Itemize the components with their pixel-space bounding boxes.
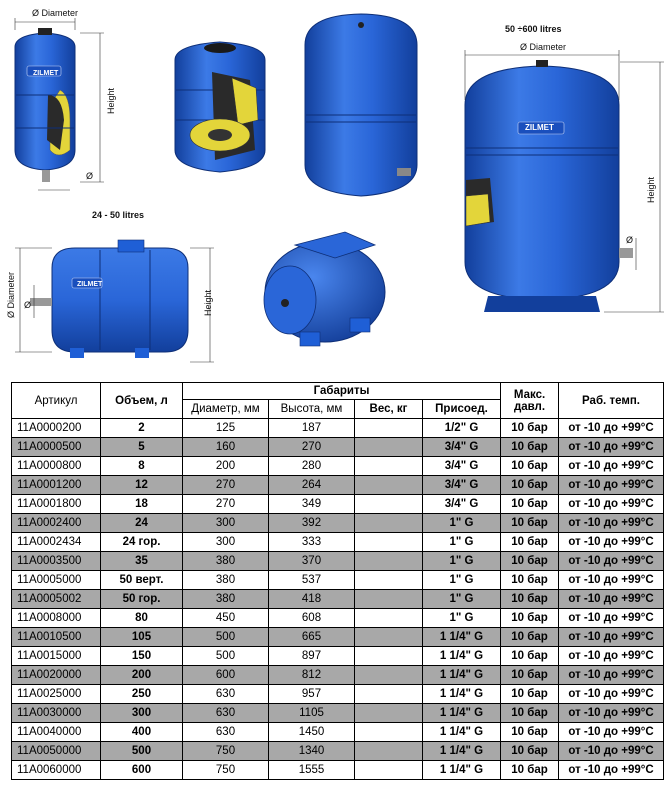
cell-article: 11A0000500	[12, 438, 101, 457]
cell-volume: 24 гор.	[101, 533, 183, 552]
table-row	[12, 647, 664, 666]
cell-connection: 1 1/4" G	[423, 723, 501, 742]
brand-logo-large: ZILMET	[525, 123, 554, 132]
cell-temp: от -10 до +99°C	[559, 476, 664, 495]
table-row	[12, 514, 664, 533]
cell-height: 537	[269, 571, 355, 590]
col-diameter: Диаметр, мм	[183, 400, 269, 419]
cell-diameter: 630	[183, 723, 269, 742]
cell-weight	[355, 723, 423, 742]
height-label-large: Height	[646, 176, 657, 204]
cell-volume: 200	[101, 666, 183, 685]
cell-diameter: 380	[183, 571, 269, 590]
cell-volume: 35	[101, 552, 183, 571]
cell-volume: 500	[101, 742, 183, 761]
cell-diameter: 380	[183, 590, 269, 609]
cell-diameter: 160	[183, 438, 269, 457]
col-article: Артикул	[12, 383, 101, 419]
cell-article: 11A0015000	[12, 647, 101, 666]
cell-article: 11A0060000	[12, 761, 101, 780]
cell-diameter: 300	[183, 533, 269, 552]
cell-connection: 1" G	[423, 571, 501, 590]
cell-weight	[355, 685, 423, 704]
cell-weight	[355, 514, 423, 533]
col-weight: Вес, кг	[355, 400, 423, 419]
table-row	[12, 609, 664, 628]
cell-height: 187	[269, 419, 355, 438]
cell-diameter: 300	[183, 514, 269, 533]
cell-pressure: 10 бар	[501, 590, 559, 609]
phi-label-small: Ø	[86, 171, 94, 181]
cell-height: 418	[269, 590, 355, 609]
cell-height: 897	[269, 647, 355, 666]
cell-height: 957	[269, 685, 355, 704]
cell-temp: от -10 до +99°C	[559, 761, 664, 780]
table-row	[12, 533, 664, 552]
spec-table	[11, 382, 664, 780]
table-row	[12, 552, 664, 571]
cell-article: 11A0005000	[12, 571, 101, 590]
cell-pressure: 10 бар	[501, 704, 559, 723]
cell-height: 1555	[269, 761, 355, 780]
cell-weight	[355, 438, 423, 457]
cell-weight	[355, 495, 423, 514]
cell-weight	[355, 457, 423, 476]
cell-temp: от -10 до +99°C	[559, 647, 664, 666]
cell-article: 11A0002434	[12, 533, 101, 552]
cell-height: 1105	[269, 704, 355, 723]
cell-height: 333	[269, 533, 355, 552]
table-row	[12, 457, 664, 476]
cell-volume: 2	[101, 419, 183, 438]
cell-height: 349	[269, 495, 355, 514]
cell-article: 11A0030000	[12, 704, 101, 723]
cell-connection: 1 1/4" G	[423, 628, 501, 647]
cell-diameter: 450	[183, 609, 269, 628]
tank-medium-vertical	[305, 14, 417, 196]
cell-pressure: 10 бар	[501, 666, 559, 685]
cell-connection: 1 1/4" G	[423, 685, 501, 704]
height-label-small: Height	[106, 87, 117, 115]
cell-volume: 80	[101, 609, 183, 628]
cell-pressure: 10 бар	[501, 647, 559, 666]
col-work-temp: Раб. темп.	[559, 383, 664, 419]
cell-article: 11A0002400	[12, 514, 101, 533]
cell-temp: от -10 до +99°C	[559, 609, 664, 628]
cell-connection: 1 1/4" G	[423, 704, 501, 723]
cell-weight	[355, 419, 423, 438]
cell-weight	[355, 552, 423, 571]
cell-volume: 600	[101, 761, 183, 780]
col-max-pressure-line1: Макс.	[513, 388, 546, 401]
cell-volume: 18	[101, 495, 183, 514]
cell-height: 370	[269, 552, 355, 571]
cell-temp: от -10 до +99°C	[559, 533, 664, 552]
cell-weight	[355, 628, 423, 647]
cell-height: 1450	[269, 723, 355, 742]
cell-article: 11A0040000	[12, 723, 101, 742]
cell-diameter: 270	[183, 495, 269, 514]
col-connection: Присоед.	[423, 400, 501, 419]
cell-height: 392	[269, 514, 355, 533]
cell-weight	[355, 647, 423, 666]
table-row	[12, 590, 664, 609]
cell-connection: 1/2" G	[423, 419, 501, 438]
cell-volume: 250	[101, 685, 183, 704]
table-row	[12, 666, 664, 685]
cell-height: 608	[269, 609, 355, 628]
cell-temp: от -10 до +99°C	[559, 457, 664, 476]
cell-article: 11A0020000	[12, 666, 101, 685]
cell-pressure: 10 бар	[501, 742, 559, 761]
tank-small-horizontal	[15, 240, 214, 362]
cell-temp: от -10 до +99°C	[559, 495, 664, 514]
cell-diameter: 500	[183, 647, 269, 666]
cell-pressure: 10 бар	[501, 495, 559, 514]
cell-weight	[355, 666, 423, 685]
cell-height: 1340	[269, 742, 355, 761]
product-drawings	[0, 0, 670, 380]
cell-article: 11A0001800	[12, 495, 101, 514]
tank-small-vertical	[15, 18, 104, 190]
cell-weight	[355, 476, 423, 495]
cell-temp: от -10 до +99°C	[559, 552, 664, 571]
cell-volume: 5	[101, 438, 183, 457]
cell-temp: от -10 до +99°C	[559, 438, 664, 457]
cell-article: 11A0000200	[12, 419, 101, 438]
cell-temp: от -10 до +99°C	[559, 742, 664, 761]
cell-article: 11A0001200	[12, 476, 101, 495]
col-volume: Объем, л	[101, 383, 183, 419]
cell-article: 11A0000800	[12, 457, 101, 476]
table-row	[12, 742, 664, 761]
table-row	[12, 495, 664, 514]
cell-pressure: 10 бар	[501, 552, 559, 571]
height-label-horizontal: Height	[203, 289, 214, 317]
cell-connection: 1" G	[423, 609, 501, 628]
cell-pressure: 10 бар	[501, 571, 559, 590]
cell-article: 11A0003500	[12, 552, 101, 571]
cell-height: 665	[269, 628, 355, 647]
cell-volume: 150	[101, 647, 183, 666]
cell-pressure: 10 бар	[501, 438, 559, 457]
cell-article: 11A0050000	[12, 742, 101, 761]
cell-volume: 105	[101, 628, 183, 647]
cell-connection: 1" G	[423, 514, 501, 533]
cell-weight	[355, 704, 423, 723]
cell-volume: 12	[101, 476, 183, 495]
diameter-label-small: Ø Diameter	[32, 8, 79, 18]
cell-article: 11A0008000	[12, 609, 101, 628]
cell-volume: 50 верт.	[101, 571, 183, 590]
cell-diameter: 200	[183, 457, 269, 476]
cell-pressure: 10 бар	[501, 685, 559, 704]
cell-diameter: 380	[183, 552, 269, 571]
table-row	[12, 419, 664, 438]
cell-height: 270	[269, 438, 355, 457]
cell-volume: 24	[101, 514, 183, 533]
cell-volume: 50 гор.	[101, 590, 183, 609]
cell-temp: от -10 до +99°C	[559, 704, 664, 723]
cell-weight	[355, 533, 423, 552]
table-row	[12, 438, 664, 457]
cell-pressure: 10 бар	[501, 514, 559, 533]
cell-pressure: 10 бар	[501, 609, 559, 628]
cell-temp: от -10 до +99°C	[559, 514, 664, 533]
cell-article: 11A0010500	[12, 628, 101, 647]
brand-logo-small: ZILMET	[33, 70, 59, 77]
col-max-pressure	[501, 383, 559, 419]
cell-weight	[355, 742, 423, 761]
cell-weight	[355, 609, 423, 628]
cell-temp: от -10 до +99°C	[559, 723, 664, 742]
spec-table-body	[12, 419, 664, 780]
tank-illustrations	[0, 0, 670, 380]
cell-diameter: 500	[183, 628, 269, 647]
cell-connection: 3/4" G	[423, 495, 501, 514]
cell-weight	[355, 590, 423, 609]
phi-label-horizontal: Ø	[24, 300, 32, 310]
cell-temp: от -10 до +99°C	[559, 628, 664, 647]
cell-temp: от -10 до +99°C	[559, 685, 664, 704]
cell-connection: 1 1/4" G	[423, 742, 501, 761]
cell-pressure: 10 бар	[501, 457, 559, 476]
phi-label-large: Ø	[626, 235, 634, 245]
cell-height: 280	[269, 457, 355, 476]
cell-connection: 3/4" G	[423, 476, 501, 495]
cell-connection: 1 1/4" G	[423, 647, 501, 666]
cell-diameter: 750	[183, 761, 269, 780]
cell-temp: от -10 до +99°C	[559, 666, 664, 685]
cell-connection: 1 1/4" G	[423, 666, 501, 685]
cell-connection: 1" G	[423, 533, 501, 552]
cell-height: 264	[269, 476, 355, 495]
cell-connection: 3/4" G	[423, 438, 501, 457]
col-max-pressure-line2: давл.	[513, 400, 546, 413]
cell-temp: от -10 до +99°C	[559, 419, 664, 438]
col-dimensions: Габариты	[183, 383, 501, 400]
cell-article: 11A0025000	[12, 685, 101, 704]
tank-large-vertical	[465, 50, 664, 312]
range-large-label: 50 ÷600 litres	[505, 24, 562, 34]
table-row	[12, 685, 664, 704]
table-row	[12, 476, 664, 495]
cell-diameter: 630	[183, 704, 269, 723]
brand-logo-horizontal: ZILMET	[77, 281, 103, 288]
cell-pressure: 10 бар	[501, 723, 559, 742]
diameter-label-horizontal: Ø Diameter	[6, 271, 17, 319]
table-row	[12, 704, 664, 723]
table-row	[12, 571, 664, 590]
cell-diameter: 630	[183, 685, 269, 704]
tank-cutaway-small	[175, 42, 265, 172]
cell-diameter: 270	[183, 476, 269, 495]
cell-connection: 1 1/4" G	[423, 761, 501, 780]
table-row	[12, 723, 664, 742]
cell-pressure: 10 бар	[501, 533, 559, 552]
cell-pressure: 10 бар	[501, 761, 559, 780]
table-row	[12, 628, 664, 647]
cell-temp: от -10 до +99°C	[559, 571, 664, 590]
cell-weight	[355, 761, 423, 780]
cell-diameter: 125	[183, 419, 269, 438]
cell-connection: 1" G	[423, 590, 501, 609]
tank-horizontal-pump-mount	[264, 232, 385, 346]
cell-volume: 300	[101, 704, 183, 723]
cell-volume: 400	[101, 723, 183, 742]
table-row	[12, 761, 664, 780]
cell-weight	[355, 571, 423, 590]
range-small-label: 24 - 50 litres	[92, 210, 145, 220]
cell-diameter: 750	[183, 742, 269, 761]
cell-volume: 8	[101, 457, 183, 476]
cell-pressure: 10 бар	[501, 476, 559, 495]
cell-pressure: 10 бар	[501, 419, 559, 438]
col-height: Высота, мм	[269, 400, 355, 419]
diameter-label-large: Ø Diameter	[520, 42, 567, 52]
cell-pressure: 10 бар	[501, 628, 559, 647]
cell-diameter: 600	[183, 666, 269, 685]
cell-temp: от -10 до +99°C	[559, 590, 664, 609]
cell-connection: 1" G	[423, 552, 501, 571]
cell-height: 812	[269, 666, 355, 685]
cell-article: 11A0005002	[12, 590, 101, 609]
cell-connection: 3/4" G	[423, 457, 501, 476]
